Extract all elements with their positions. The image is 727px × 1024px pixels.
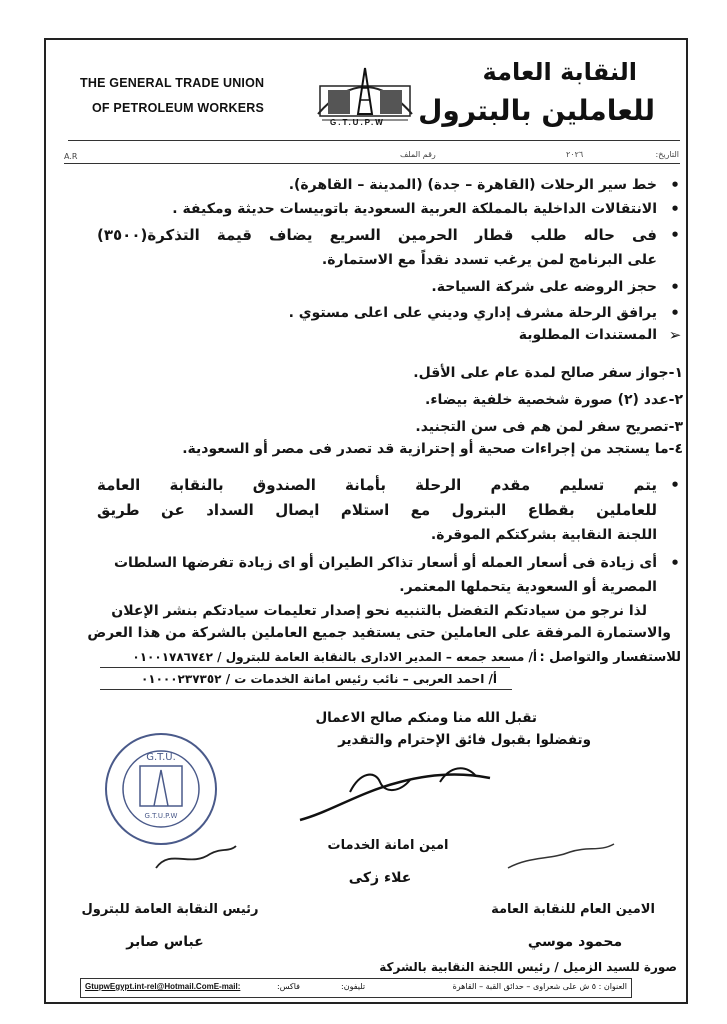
- header-divider: [68, 140, 680, 141]
- bullet-dot: •: [670, 476, 680, 494]
- svg-text:G.T.U.P.W: G.T.U.P.W: [144, 812, 178, 820]
- bullet-dot: •: [670, 554, 680, 572]
- handwritten-signature-services: [290, 752, 510, 832]
- logo-text: G.T.U.P.W: [330, 118, 385, 127]
- greeting-line-1: تقبل الله منا ومنكم صالح الاعمال: [315, 710, 537, 726]
- secretary-title: الامين العام للنقابة العامة: [491, 902, 655, 917]
- closing-line-1: لذا نرجو من سيادتكم التفضل بالتنبيه نحو إصدار تعليمات سيادتكم بنشر الإعلان: [111, 603, 647, 619]
- secretary-name: محمود موسي: [527, 934, 623, 950]
- bullet-dot: •: [670, 278, 680, 296]
- payment-line-2: للعاملين بقطاع البترول مع استلام ايصال السداد عن طريق: [97, 501, 657, 519]
- contact-underline-2: [100, 689, 512, 690]
- copy-note: صورة للسيد الزميل / رئيس اللجنة النقابية بالشركة: [379, 960, 677, 974]
- union-stamp: [102, 730, 220, 848]
- services-name: علاء زكى: [348, 870, 412, 886]
- president-title: رئيس النقابة العامة للبترول: [81, 902, 259, 917]
- payment-line-3: اللجنة النقابية بشركتكم الموقرة.: [430, 527, 657, 543]
- bullet-dot: •: [670, 304, 680, 322]
- bullet-dot: •: [670, 176, 680, 194]
- svg-text:G.T.U.: G.T.U.: [146, 752, 176, 763]
- arrow-bullet-icon: ➢: [668, 326, 682, 344]
- date-label: التاريخ:: [655, 150, 679, 159]
- documents-heading: المستندات المطلوبة: [518, 327, 657, 343]
- ar-reference: A.R: [64, 152, 78, 161]
- price-increase-line-2: المصرية أو السعودية يتحملها المعتمر.: [399, 579, 657, 595]
- price-increase-line-1: أى زيادة فى أسعار العمله أو أسعار تذاكر الطيران أو اى زيادة تفرضها السلطات: [113, 555, 657, 571]
- date-value: ٢٠٢٦: [566, 150, 584, 159]
- greeting-line-2: وتفضلوا بقبول فائق الإحترام والتقدير: [338, 732, 591, 748]
- date-divider: [64, 163, 680, 164]
- footer-address: العنوان : ٥ ش على شعراوى – حدائق القبة – القاهرة: [452, 982, 627, 991]
- contact-label: للاستفسار والتواصل :: [539, 650, 681, 665]
- file-label: رقم الملف: [400, 150, 436, 159]
- header-ar-line2: للعاملين بالبترول: [418, 94, 655, 127]
- doc-item-4: ٤-ما يستجد من إجراءات صحية أو إحترازية قد تصدر فى مصر أو السعودية.: [182, 441, 683, 457]
- supervisor-line: يرافق الرحلة مشرف إداري وديني على اعلى مستوي .: [288, 305, 657, 321]
- footer-bar: [80, 978, 632, 998]
- train-fee-line-2: على البرنامج لمن يرغب تسدد نقداً مع الاستمارة.: [321, 252, 657, 268]
- bullet-dot: •: [670, 200, 680, 218]
- footer-fax-label: فاكس:: [277, 982, 300, 991]
- president-name: عباس صابر: [126, 934, 204, 950]
- payment-line-1: يتم تسليم مقدم الرحلة بأمانة الصندوق بالنقابة العامة: [97, 476, 657, 494]
- services-title: امين امانة الخدمات: [327, 838, 449, 853]
- footer-email[interactable]: GtupwEgypt.int-rel@Hotmail.ComE-mail:: [85, 982, 241, 991]
- closing-line-2: والاستمارة المرفقة على العاملين حتى يستفيد جميع العاملين بالشركة من هذا العرض: [87, 625, 671, 641]
- trip-route-line: خط سير الرحلات (القاهرة – جدة) (المدينة – القاهرة).: [288, 177, 657, 193]
- contact-underline-1: [100, 667, 510, 668]
- header-en-line2: OF PETROLEUM WORKERS: [92, 101, 265, 115]
- doc-item-2: ٢-عدد (٢) صورة شخصية خلفية بيضاء.: [425, 392, 683, 408]
- handwritten-signature-secretary: [500, 838, 620, 878]
- train-fee-line: فى حاله طلب قطار الحرمين السريع يضاف قيمة التذكرة(٣٥٠٠): [97, 226, 657, 244]
- header-ar-line1: النقابة العامة: [482, 58, 637, 86]
- doc-item-1: ١-جواز سفر صالح لمدة عام على الأقل.: [413, 365, 683, 381]
- internal-transport-line: الانتقالات الداخلية بالمملكة العربية السعودية باتوبيسات حديثة ومكيفة .: [172, 201, 657, 217]
- bullet-dot: •: [670, 226, 680, 244]
- contact-person-2: أ/ احمد العربى – نائب رئيس امانة الخدمات ت / ٠١٠٠٠٢٣٧٣٥٢: [140, 672, 497, 686]
- header-en-line1: THE GENERAL TRADE UNION: [80, 76, 265, 90]
- footer-phone-label: تليفون:: [341, 982, 366, 991]
- handwritten-signature-president: [150, 838, 240, 878]
- contact-person-1: أ/ مسعد جمعه – المدير الادارى بالنقابة العامة للبترول / ٠١٠٠١٧٨٦٧٤٢: [132, 650, 537, 664]
- rawda-booking-line: حجز الروضه على شركة السياحة.: [431, 279, 657, 295]
- doc-item-3: ٣-تصريح سفر لمن هم فى سن التجنيد.: [415, 419, 683, 435]
